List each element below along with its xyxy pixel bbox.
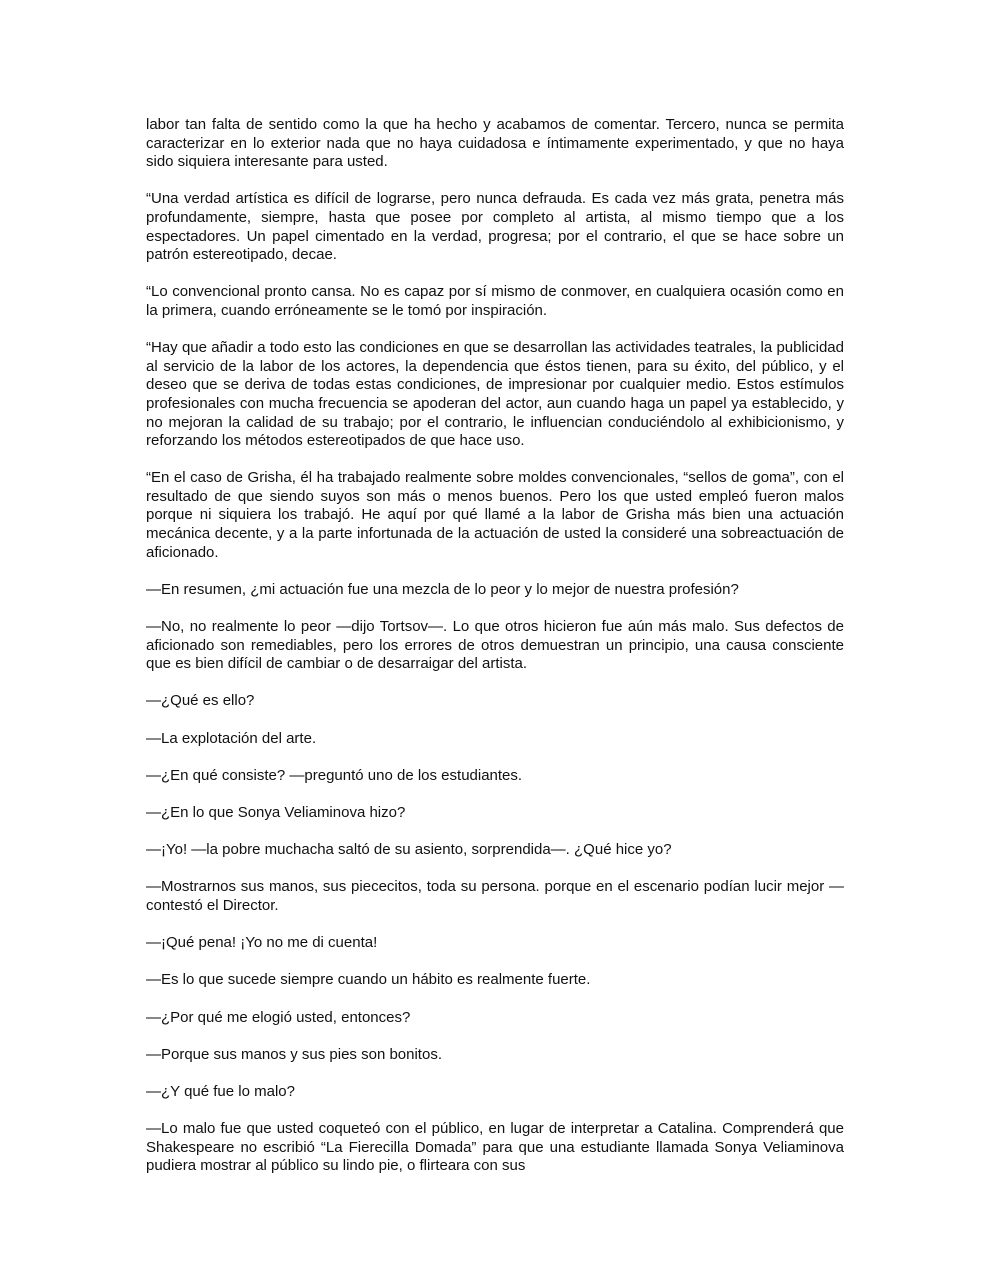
document-page xyxy=(146,116,844,1176)
paragraph-14: —¡Qué pena! ¡Yo no me di cuenta! xyxy=(146,934,378,952)
paragraph-16: —¿Por qué me elogió usted, entonces? xyxy=(146,1008,411,1026)
paragraph-8: —¿Qué es ello? xyxy=(146,692,255,710)
paragraph-3: “Lo convencional pronto cansa. No es capaz por sí mismo de conmover, en cualquiera ocasión como en la primera, cuando erróneamente se le tomó por inspiración. xyxy=(146,283,844,319)
paragraph-17: —Porque sus manos y sus pies son bonitos. xyxy=(146,1045,442,1063)
paragraph-15: —Es lo que sucede siempre cuando un hábito es realmente fuerte. xyxy=(146,971,591,989)
paragraph-13: —Mostrarnos sus manos, sus piececitos, toda su persona. porque en el escenario podían lucir mejor —contestó el Director. xyxy=(146,878,844,914)
paragraph-6: —En resumen, ¿mi actuación fue una mezcla de lo peor y lo mejor de nuestra profesión? xyxy=(146,580,739,598)
paragraph-9: —La explotación del arte. xyxy=(146,729,317,747)
paragraph-7: —No, no realmente lo peor —dijo Tortsov—. Lo que otros hicieron fue aún más malo. Sus defectos de aficionado son remediables, pero los errores de otros demuestran un principio, una causa consciente que es bien difícil de cambiar o de desarraigar del artista. xyxy=(146,618,844,673)
paragraph-18: —¿Y qué fue lo malo? xyxy=(146,1082,295,1100)
paragraph-12: —¡Yo! —la pobre muchacha saltó de su asiento, sorprendida—. ¿Qué hice yo? xyxy=(146,841,672,859)
paragraph-19: —Lo malo fue que usted coqueteó con el público, en lugar de interpretar a Catalina. Comprenderá que Shakespeare no escribió “La Fierecilla Domada” para que una estudiante llamada Sonya Veliaminova pudiera mostrar al público su lindo pie, o flirteara con sus xyxy=(146,1120,844,1175)
paragraph-4: “Hay que añadir a todo esto las condiciones en que se desarrollan las actividades teatrales, la publicidad al servicio de la labor de los actores, la dependencia que éstos tienen, para su éxito, del público, y el deseo que se deriva de todas estas condiciones, de impresionar por cualquier medio. Estos estímulos profesionales con mucha frecuencia se apoderan del actor, aun cuando haga un papel ya establecido, y no mejoran la calidad de su trabajo; por el contrario, le influencian conduciéndolo al exhibicionismo, y reforzando los métodos estereotipados de que hace uso. xyxy=(146,339,844,450)
paragraph-10: —¿En qué consiste? —preguntó uno de los estudiantes. xyxy=(146,766,523,784)
paragraph-1: labor tan falta de sentido como la que ha hecho y acabamos de comentar. Tercero, nunca se permita caracterizar en lo exterior nada que no haya cuidadosa e íntimamente experimentado, y que no haya sido siquiera interesante para usted. xyxy=(146,116,844,171)
paragraph-5: “En el caso de Grisha, él ha trabajado realmente sobre moldes convencionales, “sellos de goma”, con el resultado de que siendo suyos son más o menos buenos. Pero los que usted empleó fueron malos porque ni siquiera los trabajó. He aquí por qué llamé a la labor de Grisha más bien una actuación mecánica decente, y a la parte infortunada de la actuación de usted la consideré una sobreactuación de aficionado. xyxy=(146,469,844,561)
paragraph-2: “Una verdad artística es difícil de lograrse, pero nunca defrauda. Es cada vez más grata, penetra más profundamente, siempre, hasta que posee por completo al artista, al mismo tiempo que a los espectadores. Un papel cimentado en la verdad, progresa; por el contrario, el que se hace sobre un patrón estereotipado, decae. xyxy=(146,190,844,264)
paragraph-11: —¿En lo que Sonya Veliaminova hizo? xyxy=(146,803,406,821)
